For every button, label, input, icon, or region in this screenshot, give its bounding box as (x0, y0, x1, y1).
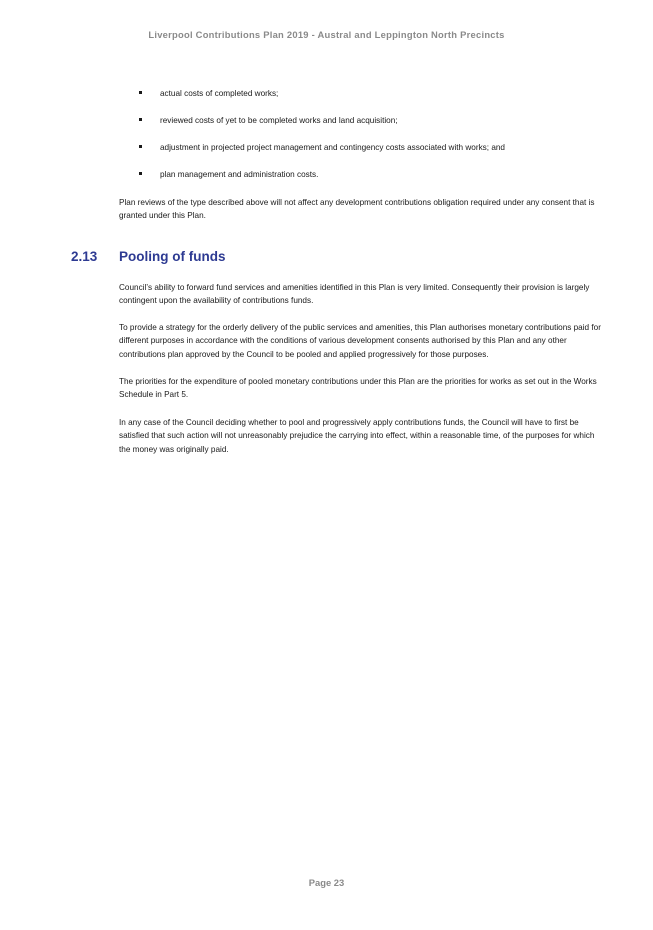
square-bullet-icon (139, 145, 142, 148)
bullet-list (138, 88, 608, 196)
page-header: Liverpool Contributions Plan 2019 - Austral and Leppington North Precincts (148, 29, 505, 40)
body-paragraph: The priorities for the expenditure of pooled monetary contributions under this Plan are the priorities for works as set out in the Works Schedule in Part 5. (119, 377, 597, 400)
intro-paragraph: Plan reviews of the type described above will not affect any development contributions obligation required under any consent that is granted under this Plan. (119, 198, 595, 221)
body-paragraph: Council’s ability to forward fund services and amenities identified in this Plan is very limited. Consequently their provision is largely contingent upon the availability of contributions funds. (119, 283, 590, 306)
section-number: 2.13 (71, 249, 98, 264)
body-paragraph: In any case of the Council deciding whether to pool and progressively apply contributions funds, the Council will have to first be satisfied that such action will not unreasonably prejudice the carrying into effect, within a reasonable time, of the purposes for which the money was originally paid. (119, 418, 595, 454)
bullet-text: plan management and administration costs. (160, 170, 319, 179)
section-heading (71, 249, 225, 264)
list-item (138, 88, 608, 99)
body-paragraph: To provide a strategy for the orderly delivery of the public services and amenities, this Plan authorises monetary contributions paid for different purposes in accordance with the conditions of various development consents authorised by this Plan and any other contributions plan approved by the Council to be pooled and applied progressively for those purposes. (119, 323, 601, 359)
list-item (138, 115, 608, 126)
bullet-text: actual costs of completed works; (160, 89, 279, 98)
square-bullet-icon (139, 91, 142, 94)
bullet-text: reviewed costs of yet to be completed works and land acquisition; (160, 116, 398, 125)
section-title: Pooling of funds (119, 249, 226, 264)
page-number: Page 23 (308, 877, 345, 888)
list-item (138, 169, 608, 180)
list-item (138, 142, 608, 153)
square-bullet-icon (139, 172, 142, 175)
bullet-text: adjustment in projected project management and contingency costs associated with works; and (160, 143, 505, 152)
square-bullet-icon (139, 118, 142, 121)
